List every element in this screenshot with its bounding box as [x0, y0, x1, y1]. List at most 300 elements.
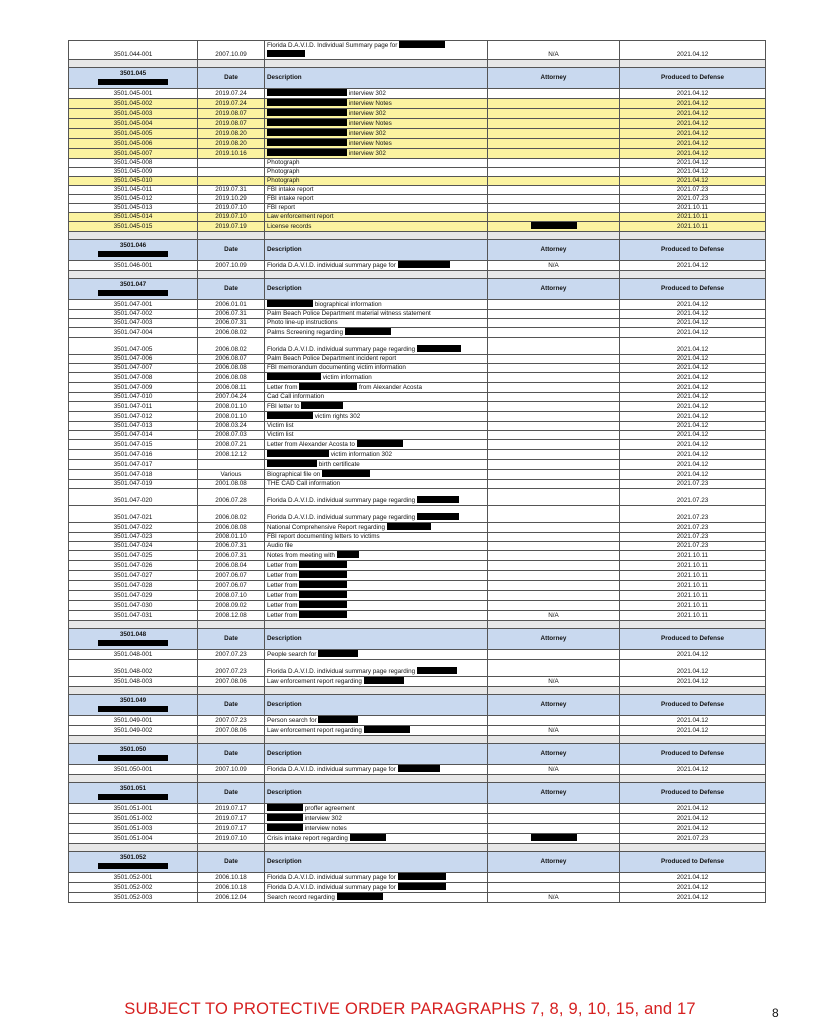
doc-attorney [488, 460, 620, 470]
separator-cell [488, 621, 620, 629]
redaction-bar [267, 129, 347, 136]
group-header [69, 68, 766, 89]
doc-produced: 2021.04.12 [620, 355, 766, 364]
description-text: Florida D.A.V.I.D. individual summary page regarding [267, 346, 416, 353]
header-produced: Produced to Defense [620, 744, 766, 765]
redaction-bar [357, 440, 403, 447]
table-row [69, 89, 766, 99]
table-row [69, 310, 766, 319]
table-row [69, 450, 766, 460]
doc-number: 3501.047-027 [69, 571, 198, 581]
description-text: Photo line-up instructions [267, 319, 338, 326]
table-row [69, 460, 766, 470]
redaction-bar [299, 601, 347, 608]
doc-number: 3501.045-013 [69, 204, 198, 213]
separator-cell [69, 687, 198, 695]
doc-description [265, 726, 488, 736]
doc-description [265, 533, 488, 542]
doc-produced: 2021.04.12 [620, 893, 766, 903]
description-text: Crisis intake report regarding [267, 835, 348, 842]
doc-date: 2008.07.03 [198, 431, 265, 440]
doc-number: 3501.047-011 [69, 402, 198, 412]
doc-produced: 2021.04.12 [620, 383, 766, 393]
redaction-bar [267, 804, 303, 811]
group-header [69, 279, 766, 300]
table-row [69, 726, 766, 736]
description-text: proffer agreement [304, 805, 355, 812]
doc-number: 3501.051-002 [69, 814, 198, 824]
doc-date: 2019.10.29 [198, 195, 265, 204]
doc-number: 3501.047-020 [69, 489, 198, 506]
doc-number: 3501.047-004 [69, 328, 198, 338]
doc-attorney [488, 450, 620, 460]
description-text: Photograph [267, 177, 300, 184]
description-text: victim information 302 [330, 451, 392, 458]
separator-cell [620, 271, 766, 279]
header-description: Description [265, 68, 488, 89]
doc-description [265, 506, 488, 523]
doc-description [265, 581, 488, 591]
doc-date: 2006.08.11 [198, 383, 265, 393]
redaction-bar [267, 460, 317, 467]
doc-description [265, 319, 488, 328]
table-row [69, 177, 766, 186]
separator-cell [265, 621, 488, 629]
group-header [69, 783, 766, 804]
doc-date: 2007.06.07 [198, 571, 265, 581]
doc-description [265, 551, 488, 561]
doc-description [265, 650, 488, 660]
doc-number: 3501.047-030 [69, 601, 198, 611]
doc-produced: 2021.04.12 [620, 177, 766, 186]
header-attorney: Attorney [488, 629, 620, 650]
group-header [69, 240, 766, 261]
doc-date: 2019.07.24 [198, 89, 265, 99]
doc-produced: 2021.04.12 [620, 168, 766, 177]
separator-cell [69, 60, 198, 68]
group-id-cell [69, 783, 198, 804]
description-text: Victim list [267, 431, 294, 438]
group-id-cell [69, 279, 198, 300]
doc-produced: 2021.04.12 [620, 440, 766, 450]
header-produced: Produced to Defense [620, 695, 766, 716]
doc-description [265, 611, 488, 621]
doc-produced: 2021.10.11 [620, 222, 766, 232]
separator-cell [198, 232, 265, 240]
header-attorney: Attorney [488, 783, 620, 804]
description-text: FBI intake report [267, 195, 314, 202]
doc-produced: 2021.04.12 [620, 650, 766, 660]
doc-description [265, 489, 488, 506]
doc-produced: 2021.04.12 [620, 814, 766, 824]
separator-cell [620, 60, 766, 68]
redaction-bar [531, 834, 577, 841]
group-header [69, 852, 766, 873]
doc-produced: 2021.04.12 [620, 129, 766, 139]
description-text: biographical information [314, 301, 382, 308]
doc-produced: 2021.10.11 [620, 213, 766, 222]
redaction-bar [267, 119, 347, 126]
doc-number: 3501.047-003 [69, 319, 198, 328]
doc-produced: 2021.04.12 [620, 873, 766, 883]
doc-date: 2006.08.08 [198, 523, 265, 533]
doc-produced: 2021.04.12 [620, 402, 766, 412]
group-separator [69, 271, 766, 279]
doc-produced: 2021.10.11 [620, 204, 766, 213]
separator-cell [69, 736, 198, 744]
separator-cell [265, 736, 488, 744]
separator-cell [198, 844, 265, 852]
doc-description [265, 99, 488, 109]
description-text: Photograph [267, 159, 300, 166]
doc-description [265, 883, 488, 893]
doc-number: 3501.048-001 [69, 650, 198, 660]
redaction-bar [322, 470, 370, 477]
doc-number: 3501.045-008 [69, 159, 198, 168]
doc-number: 3501.051-003 [69, 824, 198, 834]
doc-number: 3501.047-013 [69, 422, 198, 431]
doc-date: 2006.07.31 [198, 551, 265, 561]
redaction-bar [399, 41, 445, 48]
doc-attorney: N/A [488, 261, 620, 271]
redaction-bar [299, 561, 347, 568]
table-row [69, 204, 766, 213]
description-text: Letter from [267, 612, 298, 619]
doc-produced: 2021.04.12 [620, 300, 766, 310]
table-row [69, 261, 766, 271]
doc-description [265, 873, 488, 883]
doc-number: 3501.045-001 [69, 89, 198, 99]
doc-number: 3501.047-008 [69, 373, 198, 383]
group-id: 3501.046 [119, 242, 147, 249]
doc-produced: 2021.04.12 [620, 373, 766, 383]
doc-produced: 2021.04.12 [620, 149, 766, 159]
doc-date: 2006.01.01 [198, 300, 265, 310]
doc-date: 2006.10.18 [198, 883, 265, 893]
separator-cell [620, 844, 766, 852]
doc-description [265, 470, 488, 480]
description-text: Florida D.A.V.I.D. individual summary page for [267, 884, 396, 891]
header-date: Date [198, 744, 265, 765]
doc-produced: 2021.07.23 [620, 489, 766, 506]
table-row [69, 402, 766, 412]
separator-cell [488, 271, 620, 279]
separator-cell [69, 271, 198, 279]
description-text: Search record regarding [267, 894, 335, 901]
table-row [69, 533, 766, 542]
redaction-bar [398, 883, 446, 890]
table-row [69, 601, 766, 611]
description-text: Florida D.A.V.I.D. individual summary page for [267, 262, 396, 269]
doc-attorney [488, 204, 620, 213]
separator-cell [620, 736, 766, 744]
doc-attorney [488, 177, 620, 186]
separator-cell [620, 687, 766, 695]
description-text: FBI intake report [267, 186, 314, 193]
table-row [69, 195, 766, 204]
doc-number: 3501.045-002 [69, 99, 198, 109]
doc-date: 2006.08.08 [198, 364, 265, 373]
doc-number: 3501.047-016 [69, 450, 198, 460]
doc-produced: 2021.04.12 [620, 119, 766, 129]
doc-attorney [488, 195, 620, 204]
table-row [69, 834, 766, 844]
doc-attorney [488, 310, 620, 319]
table-row [69, 139, 766, 149]
doc-attorney [488, 186, 620, 195]
table-row [69, 168, 766, 177]
doc-number: 3501.047-012 [69, 412, 198, 422]
separator-cell [488, 60, 620, 68]
table-row [69, 393, 766, 402]
table-row [69, 338, 766, 355]
doc-number: 3501.045-014 [69, 213, 198, 222]
doc-description [265, 814, 488, 824]
description-text: Audio file [267, 542, 293, 549]
doc-date [198, 177, 265, 186]
doc-description [265, 373, 488, 383]
redaction-bar [267, 149, 347, 156]
doc-produced: 2021.07.23 [620, 195, 766, 204]
group-separator [69, 775, 766, 783]
doc-number: 3501.052-001 [69, 873, 198, 883]
doc-date: 2007.10.09 [198, 261, 265, 271]
doc-produced: 2021.10.11 [620, 551, 766, 561]
doc-attorney [488, 581, 620, 591]
description-text: FBI report [267, 204, 295, 211]
table-row [69, 470, 766, 480]
doc-date: 2007.08.06 [198, 726, 265, 736]
doc-number: 3501.047-023 [69, 533, 198, 542]
table-row [69, 373, 766, 383]
doc-description [265, 119, 488, 129]
separator-cell [69, 844, 198, 852]
doc-number: 3501.047-010 [69, 393, 198, 402]
doc-produced: 2021.04.12 [620, 883, 766, 893]
description-text: Person search for [267, 717, 317, 724]
redaction-bar [98, 706, 168, 712]
doc-attorney [488, 119, 620, 129]
page-number: 8 [772, 1006, 779, 1020]
separator-cell [69, 621, 198, 629]
redaction-bar [267, 373, 321, 380]
description-text: Florida D.A.V.I.D. individual summary page regarding [267, 514, 416, 521]
separator-cell [620, 232, 766, 240]
table-row [69, 873, 766, 883]
table-row [69, 716, 766, 726]
doc-attorney: N/A [488, 726, 620, 736]
header-date: Date [198, 68, 265, 89]
doc-attorney [488, 716, 620, 726]
doc-description [265, 834, 488, 844]
doc-attorney: N/A [488, 677, 620, 687]
doc-produced: 2021.10.11 [620, 581, 766, 591]
doc-attorney [488, 168, 620, 177]
redaction-bar [98, 640, 168, 646]
description-text: Florida D.A.V.I.D. individual summary page for [267, 874, 396, 881]
description-text: Law enforcement report regarding [267, 678, 362, 685]
table-row [69, 41, 766, 60]
doc-number: 3501.045-012 [69, 195, 198, 204]
description-text: Letter from [267, 582, 298, 589]
header-attorney: Attorney [488, 744, 620, 765]
table-row [69, 611, 766, 621]
redaction-bar [417, 667, 457, 674]
group-separator [69, 736, 766, 744]
doc-number: 3501.047-031 [69, 611, 198, 621]
description-text: FBI memorandum documenting victim information [267, 364, 406, 371]
doc-produced: 2021.07.23 [620, 533, 766, 542]
doc-produced: 2021.04.12 [620, 726, 766, 736]
doc-description [265, 149, 488, 159]
doc-attorney [488, 319, 620, 328]
doc-produced: 2021.04.12 [620, 412, 766, 422]
doc-attorney: N/A [488, 611, 620, 621]
redaction-bar [301, 402, 343, 409]
header-attorney: Attorney [488, 279, 620, 300]
header-produced: Produced to Defense [620, 279, 766, 300]
doc-attorney [488, 533, 620, 542]
description-text: Victim list [267, 422, 294, 429]
separator-cell [198, 60, 265, 68]
doc-description [265, 561, 488, 571]
group-id-cell [69, 629, 198, 650]
redaction-bar [398, 873, 446, 880]
doc-produced: 2021.07.23 [620, 186, 766, 195]
table-row [69, 650, 766, 660]
doc-number: 3501.044-001 [69, 41, 198, 60]
table-row [69, 364, 766, 373]
redaction-bar [350, 834, 386, 841]
doc-description [265, 129, 488, 139]
doc-description [265, 177, 488, 186]
description-text: Biographical file on [267, 471, 321, 478]
doc-description [265, 159, 488, 168]
doc-description [265, 222, 488, 232]
redaction-bar [417, 496, 459, 503]
doc-number: 3501.045-003 [69, 109, 198, 119]
doc-description [265, 716, 488, 726]
doc-attorney [488, 222, 620, 232]
doc-produced: 2021.10.11 [620, 611, 766, 621]
doc-date: 2019.08.20 [198, 139, 265, 149]
doc-attorney [488, 470, 620, 480]
doc-produced: 2021.04.12 [620, 338, 766, 355]
doc-produced: 2021.04.12 [620, 261, 766, 271]
doc-number: 3501.047-015 [69, 440, 198, 450]
separator-cell [265, 775, 488, 783]
redaction-bar [98, 290, 168, 296]
table-row [69, 489, 766, 506]
doc-description [265, 109, 488, 119]
doc-date: 2008.07.21 [198, 440, 265, 450]
description-text: Letter from [267, 562, 298, 569]
group-id-cell [69, 744, 198, 765]
doc-attorney [488, 814, 620, 824]
doc-produced: 2021.04.12 [620, 99, 766, 109]
doc-description [265, 460, 488, 470]
doc-produced: 2021.04.12 [620, 450, 766, 460]
redaction-bar [318, 650, 358, 657]
header-attorney: Attorney [488, 68, 620, 89]
doc-produced: 2021.04.12 [620, 431, 766, 440]
doc-date: 2006.07.31 [198, 310, 265, 319]
doc-produced: 2021.04.12 [620, 470, 766, 480]
description-text: Letter from Alexander Acosta to [267, 441, 355, 448]
doc-date: 2006.12.04 [198, 893, 265, 903]
doc-date: 2006.07.31 [198, 319, 265, 328]
doc-attorney [488, 834, 620, 844]
description-tail: from Alexander Acosta [358, 384, 422, 391]
doc-date: 2007.07.23 [198, 650, 265, 660]
doc-date: 2006.07.28 [198, 489, 265, 506]
doc-produced: 2021.04.12 [620, 765, 766, 775]
description-text: victim information [322, 374, 372, 381]
header-description: Description [265, 240, 488, 261]
header-description: Description [265, 629, 488, 650]
doc-description [265, 422, 488, 431]
table-row [69, 523, 766, 533]
doc-description [265, 195, 488, 204]
doc-produced: 2021.04.12 [620, 310, 766, 319]
doc-number: 3501.045-010 [69, 177, 198, 186]
table-row [69, 660, 766, 677]
doc-number: 3501.047-024 [69, 542, 198, 551]
description-text: Florida D.A.V.I.D. individual summary page regarding [267, 497, 416, 504]
redaction-bar [267, 412, 313, 419]
doc-attorney [488, 422, 620, 431]
doc-attorney [488, 591, 620, 601]
description-text: THE CAD Call information [267, 480, 341, 487]
doc-description [265, 338, 488, 355]
doc-date: Various [198, 470, 265, 480]
redaction-bar [98, 755, 168, 761]
doc-date [198, 460, 265, 470]
table-row [69, 542, 766, 551]
description-text: Cad Call information [267, 393, 325, 400]
redaction-bar [299, 571, 347, 578]
doc-attorney [488, 383, 620, 393]
doc-attorney [488, 129, 620, 139]
doc-produced: 2021.10.11 [620, 571, 766, 581]
redaction-bar [267, 139, 347, 146]
group-separator [69, 60, 766, 68]
redaction-bar [267, 450, 329, 457]
doc-attorney [488, 139, 620, 149]
doc-produced: 2021.04.12 [620, 422, 766, 431]
doc-attorney [488, 364, 620, 373]
doc-attorney [488, 159, 620, 168]
doc-date: 2006.08.02 [198, 506, 265, 523]
doc-attorney [488, 328, 620, 338]
doc-produced: 2021.04.12 [620, 89, 766, 99]
separator-cell [198, 775, 265, 783]
doc-produced: 2021.04.12 [620, 159, 766, 168]
doc-attorney [488, 551, 620, 561]
doc-number: 3501.047-026 [69, 561, 198, 571]
doc-description [265, 186, 488, 195]
doc-attorney [488, 601, 620, 611]
doc-description [265, 364, 488, 373]
doc-attorney [488, 402, 620, 412]
description-text: interview 302 [348, 130, 386, 137]
doc-number: 3501.047-014 [69, 431, 198, 440]
header-produced: Produced to Defense [620, 240, 766, 261]
doc-attorney [488, 149, 620, 159]
doc-number: 3501.047-018 [69, 470, 198, 480]
group-separator [69, 621, 766, 629]
doc-number: 3501.049-002 [69, 726, 198, 736]
